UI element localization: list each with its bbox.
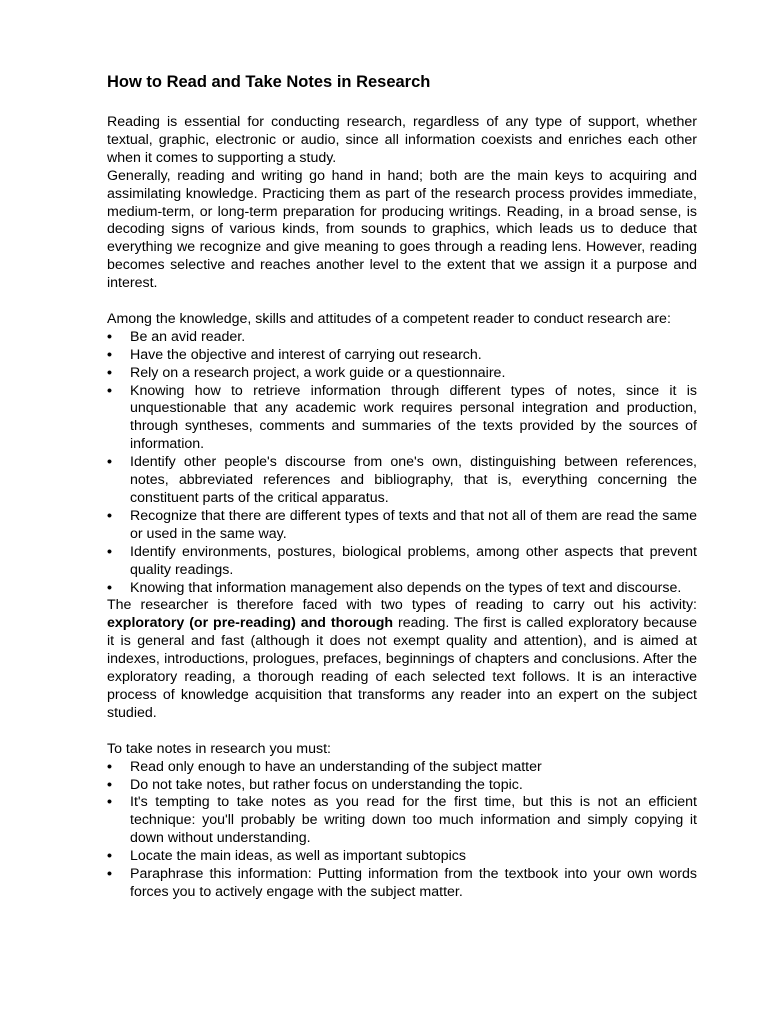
list-item <box>107 454 697 508</box>
bullet-icon: • <box>107 776 112 793</box>
list-item <box>107 383 697 455</box>
bullet-icon: • <box>107 848 112 865</box>
list-item <box>107 347 697 365</box>
intro-paragraph-2: Generally, reading and writing go hand in hand; both are the main keys to acquiring and assimilating knowledge. Practicing them as part of the research process provides immediate, medium-term, or long-term preparation for producing writings. Reading, in a broad sense, is decoding signs of various kinds, from sounds to graphics, which leads us to deduce that everything we recognize and give meaning to goes through a reading lens. However, reading becomes selective and reaches another level to the extent that we assign it a purpose and interest. <box>107 167 697 292</box>
bullet-icon: • <box>107 866 112 883</box>
bullet-icon: • <box>107 454 112 471</box>
skills-list <box>107 329 697 598</box>
list-item <box>107 329 697 347</box>
list-item-text: Knowing how to retrieve information through different types of notes, since it is unquestionable that any academic work requires personal integration and production, through syntheses, comments and summaries of the texts provided by the sources of information. <box>130 382 697 453</box>
list-item <box>107 866 697 902</box>
bullet-icon: • <box>107 579 112 596</box>
list-item <box>107 759 697 777</box>
document-title: How to Read and Take Notes in Research <box>107 73 431 91</box>
bullet-icon: • <box>107 364 112 381</box>
bullet-icon: • <box>107 346 112 363</box>
list-item-text: Identify other people's discourse from one's own, distinguishing between references, notes, abbreviated references and bibliography, that is, everything concerning the constituent parts of the critical apparatus. <box>130 454 697 507</box>
list-item-text: Have the objective and interest of carrying out research. <box>130 346 482 363</box>
bullet-icon: • <box>107 543 112 560</box>
bullet-icon: • <box>107 328 112 345</box>
list-item-text: Identify environments, postures, biological problems, among other aspects that prevent quality readings. <box>130 543 697 578</box>
list-item-text: Paraphrase this information: Putting information from the textbook into your own words forces you to actively engage with the subject matter. <box>130 866 697 900</box>
list-item-text: Knowing that information management also depends on the types of text and discourse. <box>130 579 682 596</box>
reading-types-bold: exploratory (or pre-reading) and thorough <box>107 615 394 632</box>
list-item <box>107 508 697 544</box>
notes-list <box>107 759 697 902</box>
skills-intro-paragraph: Among the knowledge, skills and attitudes of a competent reader to conduct research are: <box>107 310 671 327</box>
list-item-text: Do not take notes, but rather focus on understanding the topic. <box>130 776 523 793</box>
intro-paragraph-1: Reading is essential for conducting research, regardless of any type of support, whether textual, graphic, electronic or audio, since all information coexists and enriches each other when it comes to supporting a study. <box>107 114 697 166</box>
list-item-text: Rely on a research project, a work guide or a questionnaire. <box>130 364 506 381</box>
bullet-icon: • <box>107 794 112 811</box>
reading-types-text-start: The researcher is therefore faced with two types of reading to carry out his activity: <box>107 597 697 614</box>
bullet-icon: • <box>107 758 112 775</box>
paragraph-gap <box>107 293 697 311</box>
list-item <box>107 794 697 848</box>
list-item <box>107 365 697 383</box>
document-page <box>107 72 697 902</box>
paragraph-gap <box>107 723 697 741</box>
list-item <box>107 580 697 598</box>
list-item-text: Recognize that there are different types of texts and that not all of them are read the same or used in the same way. <box>130 507 697 542</box>
list-item-text: It's tempting to take notes as you read for the first time, but this is not an efficient technique: you'll probably be writing down too much information and simply copying it down without understanding. <box>130 794 697 847</box>
list-item-text: Be an avid reader. <box>130 328 246 345</box>
reading-types-text-end: reading. The first is called exploratory because it is general and fast (although it does not exempt quality and attention), and is aimed at indexes, introductions, prologues, prefaces, beginnings of chapters and conclusions. After the exploratory reading, a thorough reading of each selected text follows. It is an interactive process of knowledge acquisition that transforms any reader into an expert on the subject studied. <box>107 615 698 721</box>
list-item <box>107 777 697 795</box>
notes-intro-paragraph: To take notes in research you must: <box>107 740 331 757</box>
list-item-text: Locate the main ideas, as well as important subtopics <box>130 848 466 865</box>
list-item <box>107 848 697 866</box>
bullet-icon: • <box>107 382 112 399</box>
reading-types-paragraph <box>107 597 697 722</box>
bullet-icon: • <box>107 507 112 524</box>
list-item-text: Read only enough to have an understanding of the subject matter <box>130 758 542 775</box>
list-item <box>107 544 697 580</box>
